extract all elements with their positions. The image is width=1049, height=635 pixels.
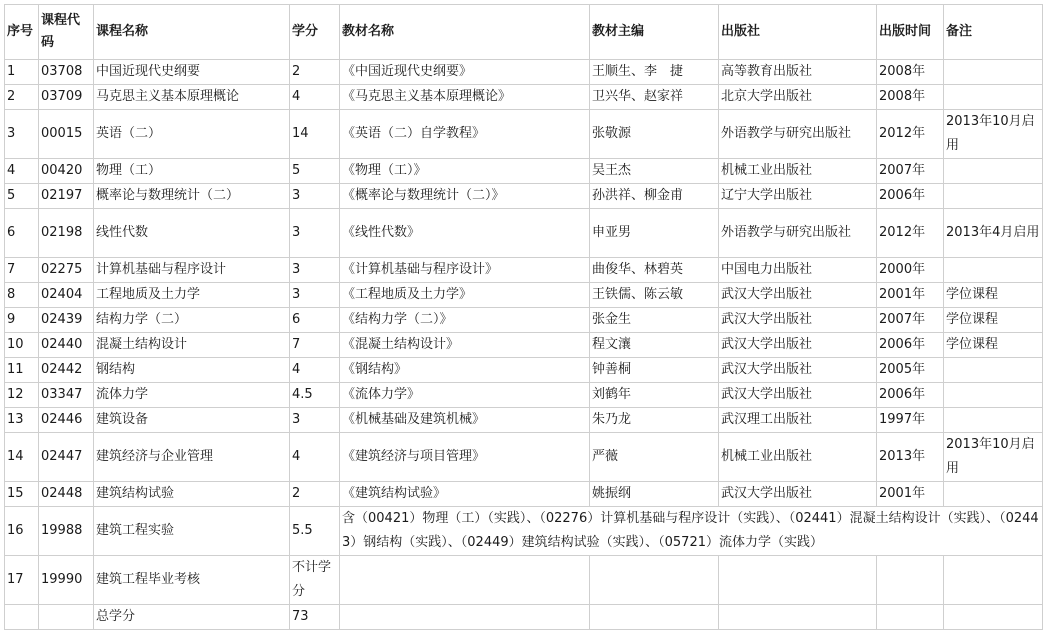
cell-empty [944, 605, 1043, 630]
cell-note: 2013年10月启用 [944, 433, 1043, 482]
cell-book: 《钢结构》 [340, 358, 590, 383]
cell-empty [340, 556, 590, 605]
cell-year: 2007年 [877, 308, 944, 333]
cell-book: 《工程地质及土力学》 [340, 283, 590, 308]
cell-credit: 3 [290, 184, 340, 209]
cell-editor: 钟善桐 [590, 358, 719, 383]
cell-editor: 王顺生、李 捷 [590, 60, 719, 85]
cell-credit: 不计学分 [290, 556, 340, 605]
cell-code: 02446 [39, 408, 94, 433]
cell-book: 《混凝土结构设计》 [340, 333, 590, 358]
cell-code: 02404 [39, 283, 94, 308]
cell-no: 17 [5, 556, 39, 605]
cell-note [944, 159, 1043, 184]
cell-editor: 张金生 [590, 308, 719, 333]
cell-code: 03347 [39, 383, 94, 408]
cell-credit: 6 [290, 308, 340, 333]
cell-editor: 吴王杰 [590, 159, 719, 184]
cell-name: 建筑经济与企业管理 [94, 433, 290, 482]
cell-year: 2007年 [877, 159, 944, 184]
cell-no: 16 [5, 507, 39, 556]
table-row [5, 408, 1043, 433]
cell-name: 结构力学（二） [94, 308, 290, 333]
cell-book: 《马克思主义基本原理概论》 [340, 85, 590, 110]
cell-empty [5, 605, 39, 630]
table-row-total [5, 605, 1043, 630]
table-row [5, 333, 1043, 358]
cell-credit: 5 [290, 159, 340, 184]
cell-credit: 4 [290, 433, 340, 482]
table-row [5, 433, 1043, 482]
cell-publisher: 武汉大学出版社 [719, 482, 877, 507]
cell-book: 《计算机基础与程序设计》 [340, 258, 590, 283]
cell-name: 钢结构 [94, 358, 290, 383]
cell-code: 00420 [39, 159, 94, 184]
table-row-16 [5, 507, 1043, 556]
cell-note [944, 408, 1043, 433]
cell-book: 《中国近现代史纲要》 [340, 60, 590, 85]
cell-book: 《结构力学（二）》 [340, 308, 590, 333]
cell-publisher: 武汉理工出版社 [719, 408, 877, 433]
cell-publisher: 外语教学与研究出版社 [719, 110, 877, 159]
cell-credit: 14 [290, 110, 340, 159]
table-row [5, 85, 1043, 110]
cell-book: 《建筑经济与项目管理》 [340, 433, 590, 482]
cell-note [944, 358, 1043, 383]
cell-no: 15 [5, 482, 39, 507]
col-header-name: 课程名称 [94, 5, 290, 60]
cell-credit: 4 [290, 85, 340, 110]
cell-name: 中国近现代史纲要 [94, 60, 290, 85]
cell-year: 2006年 [877, 383, 944, 408]
cell-credit: 3 [290, 258, 340, 283]
cell-no: 12 [5, 383, 39, 408]
cell-editor: 刘鹤年 [590, 383, 719, 408]
cell-no: 7 [5, 258, 39, 283]
table-row [5, 482, 1043, 507]
cell-credit: 5.5 [290, 507, 340, 556]
cell-note: 学位课程 [944, 283, 1043, 308]
cell-code: 02440 [39, 333, 94, 358]
cell-book: 《流体力学》 [340, 383, 590, 408]
cell-total-label: 总学分 [94, 605, 290, 630]
cell-credit: 7 [290, 333, 340, 358]
cell-name: 英语（二） [94, 110, 290, 159]
cell-total-value: 73 [290, 605, 340, 630]
cell-publisher: 武汉大学出版社 [719, 308, 877, 333]
cell-code: 02447 [39, 433, 94, 482]
cell-empty [944, 556, 1043, 605]
cell-credit: 4 [290, 358, 340, 383]
cell-note: 学位课程 [944, 333, 1043, 358]
table-row [5, 184, 1043, 209]
cell-year: 2000年 [877, 258, 944, 283]
cell-credit: 3 [290, 408, 340, 433]
cell-publisher: 北京大学出版社 [719, 85, 877, 110]
cell-code: 02197 [39, 184, 94, 209]
col-header-code: 课程代码 [39, 5, 94, 60]
cell-year: 2005年 [877, 358, 944, 383]
cell-credit: 4.5 [290, 383, 340, 408]
cell-book: 《英语（二）自学教程》 [340, 110, 590, 159]
cell-empty [340, 605, 590, 630]
cell-merged-note: 含（00421）物理（工）（实践）、（02276）计算机基础与程序设计（实践）、（02441）混凝土结构设计（实践）、（02443）钢结构（实践）、（02449）建筑结构试验（实践）、（05721）流体力学（实践） [340, 507, 1043, 556]
table-row [5, 110, 1043, 159]
cell-year: 1997年 [877, 408, 944, 433]
cell-year: 2008年 [877, 85, 944, 110]
table-row-17 [5, 556, 1043, 605]
table-row [5, 60, 1043, 85]
cell-no: 9 [5, 308, 39, 333]
cell-publisher: 中国电力出版社 [719, 258, 877, 283]
cell-note: 2013年4月启用 [944, 209, 1043, 258]
cell-no: 4 [5, 159, 39, 184]
cell-publisher: 武汉大学出版社 [719, 333, 877, 358]
cell-no: 11 [5, 358, 39, 383]
cell-name: 建筑工程毕业考核 [94, 556, 290, 605]
cell-no: 8 [5, 283, 39, 308]
cell-empty [719, 556, 877, 605]
table-row [5, 258, 1043, 283]
cell-code: 00015 [39, 110, 94, 159]
cell-book: 《机械基础及建筑机械》 [340, 408, 590, 433]
cell-name: 工程地质及土力学 [94, 283, 290, 308]
cell-editor: 曲俊华、林碧英 [590, 258, 719, 283]
cell-no: 5 [5, 184, 39, 209]
cell-editor: 王铁儒、陈云敏 [590, 283, 719, 308]
cell-name: 马克思主义基本原理概论 [94, 85, 290, 110]
cell-book: 《建筑结构试验》 [340, 482, 590, 507]
cell-code: 02275 [39, 258, 94, 283]
cell-note: 学位课程 [944, 308, 1043, 333]
cell-code: 02198 [39, 209, 94, 258]
cell-code: 02448 [39, 482, 94, 507]
col-header-publisher: 出版社 [719, 5, 877, 60]
cell-credit: 3 [290, 283, 340, 308]
cell-name: 线性代数 [94, 209, 290, 258]
cell-note: 2013年10月启用 [944, 110, 1043, 159]
cell-publisher: 外语教学与研究出版社 [719, 209, 877, 258]
cell-code: 19990 [39, 556, 94, 605]
cell-note [944, 85, 1043, 110]
cell-no: 1 [5, 60, 39, 85]
cell-empty [877, 556, 944, 605]
col-header-note: 备注 [944, 5, 1043, 60]
cell-book: 《线性代数》 [340, 209, 590, 258]
cell-name: 建筑结构试验 [94, 482, 290, 507]
cell-year: 2006年 [877, 184, 944, 209]
cell-code: 03708 [39, 60, 94, 85]
cell-year: 2006年 [877, 333, 944, 358]
table-row [5, 159, 1043, 184]
cell-note [944, 258, 1043, 283]
cell-publisher: 机械工业出版社 [719, 159, 877, 184]
table-row [5, 308, 1043, 333]
cell-code: 02439 [39, 308, 94, 333]
cell-credit: 3 [290, 209, 340, 258]
cell-note [944, 60, 1043, 85]
header-row [5, 5, 1043, 60]
cell-no: 2 [5, 85, 39, 110]
cell-book: 《物理（工）》 [340, 159, 590, 184]
cell-year: 2012年 [877, 209, 944, 258]
cell-note [944, 482, 1043, 507]
cell-credit: 2 [290, 482, 340, 507]
cell-no: 13 [5, 408, 39, 433]
cell-name: 概率论与数理统计（二） [94, 184, 290, 209]
cell-name: 建筑设备 [94, 408, 290, 433]
cell-no: 10 [5, 333, 39, 358]
cell-publisher: 武汉大学出版社 [719, 358, 877, 383]
cell-editor: 张敬源 [590, 110, 719, 159]
cell-year: 2001年 [877, 482, 944, 507]
cell-editor: 孙洪祥、柳金甫 [590, 184, 719, 209]
cell-editor: 朱乃龙 [590, 408, 719, 433]
cell-editor: 姚振纲 [590, 482, 719, 507]
cell-editor: 程文瀼 [590, 333, 719, 358]
cell-no: 6 [5, 209, 39, 258]
cell-editor: 严薇 [590, 433, 719, 482]
col-header-credit: 学分 [290, 5, 340, 60]
cell-name: 物理（工） [94, 159, 290, 184]
cell-name: 计算机基础与程序设计 [94, 258, 290, 283]
table-row [5, 209, 1043, 258]
cell-name: 流体力学 [94, 383, 290, 408]
cell-code: 03709 [39, 85, 94, 110]
cell-empty [39, 605, 94, 630]
table-row [5, 283, 1043, 308]
cell-empty [877, 605, 944, 630]
col-header-book: 教材名称 [340, 5, 590, 60]
cell-year: 2013年 [877, 433, 944, 482]
cell-publisher: 武汉大学出版社 [719, 283, 877, 308]
cell-book: 《概率论与数理统计（二）》 [340, 184, 590, 209]
cell-note [944, 383, 1043, 408]
table-row [5, 383, 1043, 408]
col-header-no: 序号 [5, 5, 39, 60]
cell-publisher: 机械工业出版社 [719, 433, 877, 482]
cell-empty [590, 556, 719, 605]
cell-code: 02442 [39, 358, 94, 383]
cell-name: 混凝土结构设计 [94, 333, 290, 358]
cell-publisher: 高等教育出版社 [719, 60, 877, 85]
col-header-editor: 教材主编 [590, 5, 719, 60]
cell-credit: 2 [290, 60, 340, 85]
cell-note [944, 184, 1043, 209]
cell-publisher: 辽宁大学出版社 [719, 184, 877, 209]
cell-name: 建筑工程实验 [94, 507, 290, 556]
cell-year: 2012年 [877, 110, 944, 159]
table-row [5, 358, 1043, 383]
cell-year: 2001年 [877, 283, 944, 308]
cell-no: 14 [5, 433, 39, 482]
col-header-year: 出版时间 [877, 5, 944, 60]
cell-empty [719, 605, 877, 630]
cell-year: 2008年 [877, 60, 944, 85]
course-table [4, 4, 1043, 630]
cell-no: 3 [5, 110, 39, 159]
cell-editor: 申亚男 [590, 209, 719, 258]
cell-editor: 卫兴华、赵家祥 [590, 85, 719, 110]
cell-publisher: 武汉大学出版社 [719, 383, 877, 408]
cell-empty [590, 605, 719, 630]
cell-code: 19988 [39, 507, 94, 556]
